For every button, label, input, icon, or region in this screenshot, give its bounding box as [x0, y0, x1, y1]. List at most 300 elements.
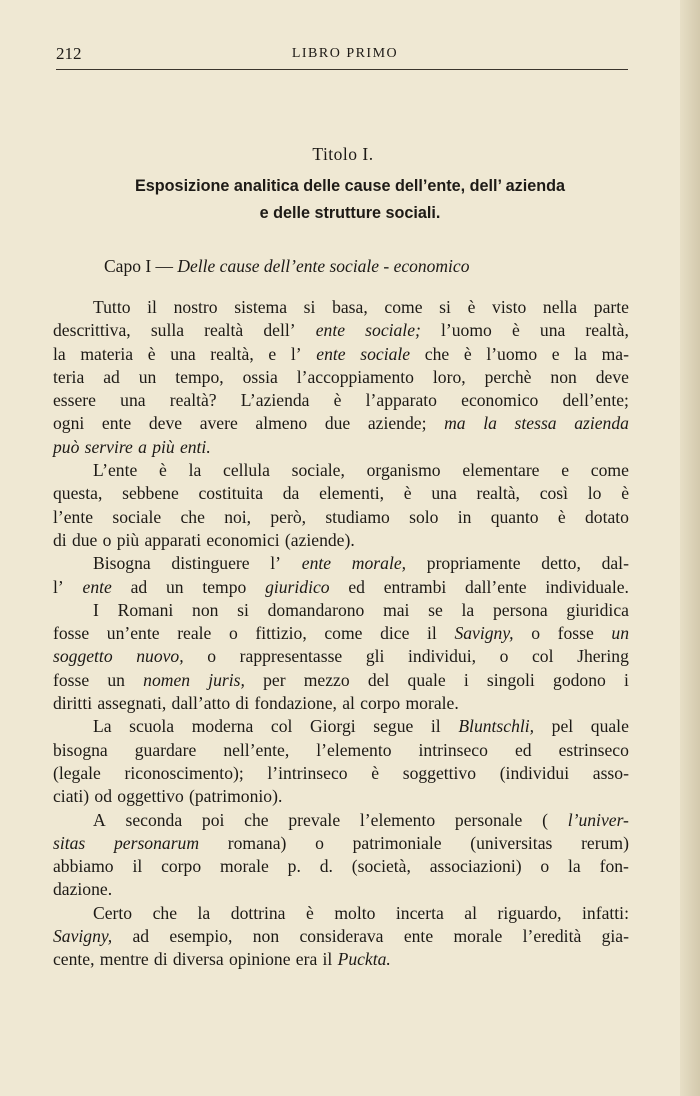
- section-heading-line: e delle strutture sociali.: [259, 204, 441, 222]
- word: (società,: [351, 856, 411, 877]
- text-line: [53, 809, 629, 832]
- word: oggettivo: [117, 786, 184, 807]
- text-line: [53, 925, 629, 948]
- word: singoli: [486, 669, 535, 690]
- italic-word: la: [483, 413, 497, 434]
- word: riguardo,: [497, 902, 562, 923]
- word: associazioni): [429, 856, 522, 877]
- word: apparati: [144, 529, 202, 550]
- word: non: [550, 366, 577, 387]
- italic-word: servire: [84, 436, 133, 457]
- word: morale: [453, 926, 503, 947]
- word: la: [197, 902, 211, 923]
- word: nella: [542, 297, 578, 317]
- text-line: [53, 459, 629, 482]
- word: realtà: [204, 320, 244, 341]
- word: più: [116, 529, 140, 550]
- word: guardare: [134, 739, 197, 760]
- word: distinguere: [171, 553, 250, 574]
- word: al: [342, 693, 355, 714]
- text-line: [53, 622, 629, 645]
- word: deve: [595, 366, 629, 387]
- word: che: [152, 902, 178, 923]
- word: materia: [80, 343, 134, 364]
- word: è: [621, 483, 629, 504]
- word: rappresentasse: [239, 646, 343, 667]
- word: elementare: [462, 460, 540, 481]
- word: è: [467, 297, 476, 317]
- word: assegnati,: [97, 693, 167, 714]
- text-line: [53, 692, 629, 715]
- italic-word: personarum: [114, 832, 200, 853]
- word: da: [282, 483, 300, 504]
- word: visto: [492, 297, 527, 317]
- word: romana): [227, 832, 287, 853]
- word: l’intrinseco: [267, 762, 348, 783]
- word: sociale: [112, 506, 162, 527]
- word: se: [428, 599, 443, 620]
- section-title: Titolo I.: [312, 144, 374, 164]
- word: descrittiva,: [53, 320, 131, 341]
- word: fittizio,: [255, 623, 307, 644]
- word: La: [93, 716, 112, 737]
- word: o: [315, 832, 324, 853]
- word: ente: [403, 926, 434, 947]
- word: realtà,: [476, 483, 520, 504]
- word: così: [539, 483, 569, 504]
- word: molto: [334, 902, 376, 923]
- word: esempio,: [169, 926, 233, 947]
- word: una: [170, 343, 196, 364]
- text-line: [53, 599, 629, 622]
- word: il: [147, 297, 157, 317]
- word: ogni: [53, 413, 85, 434]
- word: entrambi: [383, 576, 447, 597]
- word: fosse: [53, 623, 90, 644]
- word: il: [132, 856, 143, 877]
- word: diversa: [172, 949, 224, 970]
- text-line: [53, 785, 629, 808]
- italic-word: soggetto: [53, 646, 113, 667]
- word: però,: [270, 506, 307, 527]
- text-line: [53, 739, 629, 762]
- word: intrinseco: [418, 739, 488, 760]
- word: la: [461, 599, 475, 620]
- italic-word: a: [138, 436, 147, 457]
- italic-word: nuovo,: [136, 646, 184, 667]
- word: di: [235, 693, 250, 714]
- text-line: [53, 762, 629, 785]
- word: realtà,: [210, 343, 254, 364]
- word: i: [463, 669, 469, 690]
- word: bisogna: [53, 739, 108, 760]
- word: od: [94, 786, 113, 807]
- word: l’uomo: [441, 320, 492, 341]
- word: i: [623, 669, 629, 690]
- word: o: [531, 623, 540, 644]
- text-line: [53, 576, 629, 599]
- text-line: [53, 343, 629, 366]
- word: morale: [219, 856, 269, 877]
- word: perchè: [484, 366, 532, 387]
- word: Bisogna: [93, 553, 151, 574]
- word: dal-: [601, 553, 629, 574]
- word: un: [107, 669, 125, 690]
- word: individui,: [408, 646, 476, 667]
- word: sebbene: [122, 483, 179, 504]
- word: teria: [53, 366, 85, 387]
- text-line: [53, 366, 629, 389]
- word: Romani: [117, 599, 174, 620]
- word: l’uomo: [486, 343, 538, 364]
- word: l’: [270, 553, 282, 574]
- italic-word: l’univer-: [567, 809, 629, 830]
- word: patrimoniale: [352, 832, 442, 853]
- word: e: [551, 343, 560, 364]
- word: avere: [199, 413, 238, 434]
- word: di: [53, 529, 67, 550]
- word: soggettivo: [402, 762, 477, 783]
- word: L’ente: [93, 460, 138, 481]
- word: per: [263, 669, 286, 690]
- text-line: [53, 436, 629, 459]
- word: l’apparato: [365, 390, 437, 411]
- word: giuridica: [566, 599, 629, 620]
- text-line: [53, 715, 629, 738]
- word: economico: [461, 390, 539, 411]
- word: noi,: [224, 506, 252, 527]
- word: ma-: [601, 343, 629, 364]
- word: ciati): [53, 786, 90, 807]
- word: estrinseco: [558, 739, 629, 760]
- word: (aziende).: [284, 529, 355, 550]
- italic-word: Savigny,: [454, 623, 514, 644]
- word: col: [532, 646, 554, 667]
- word: una: [431, 483, 457, 504]
- word: nell’ente,: [223, 739, 290, 760]
- word: si: [439, 297, 451, 317]
- word: tempo: [202, 576, 247, 597]
- word: Tutto: [93, 297, 131, 317]
- word: la: [574, 343, 587, 364]
- word: come: [324, 623, 363, 644]
- chapter-heading: [104, 256, 469, 277]
- word: basa,: [332, 297, 368, 317]
- word: il: [427, 623, 437, 644]
- word: questa,: [53, 483, 103, 504]
- word: la: [188, 460, 202, 481]
- word: un: [138, 366, 157, 387]
- word: è: [306, 902, 314, 923]
- italic-word: ente: [316, 343, 346, 364]
- word: un’ente: [106, 623, 160, 644]
- word: o: [229, 623, 238, 644]
- italic-word: sociale;: [365, 320, 421, 341]
- section-heading-line: Esposizione analitica delle cause dell’ente, dell’ azienda: [134, 177, 566, 195]
- word: la: [53, 343, 66, 364]
- word: segue: [373, 716, 414, 737]
- word: persona: [492, 599, 548, 620]
- italic-word: juris,: [208, 669, 245, 690]
- italic-word: Bluntschli,: [458, 716, 535, 737]
- word: loro,: [432, 366, 466, 387]
- word: l’eredità: [522, 926, 582, 947]
- word: considerava: [299, 926, 384, 947]
- word: detto,: [541, 553, 581, 574]
- word: dell’: [263, 320, 296, 341]
- text-line: [53, 529, 629, 552]
- word: è: [147, 343, 156, 364]
- word: gia-: [601, 926, 629, 947]
- text-line: [53, 319, 629, 342]
- word: due: [324, 413, 351, 434]
- word: opinione: [228, 949, 291, 970]
- word: dotato: [584, 506, 629, 527]
- word: dottrina: [230, 902, 286, 923]
- word: il: [430, 716, 441, 737]
- word: ad: [103, 366, 120, 387]
- word: economici: [206, 529, 280, 550]
- word: A: [93, 809, 106, 830]
- word: fosse: [557, 623, 594, 644]
- word: corpo: [161, 856, 202, 877]
- word: un: [165, 576, 184, 597]
- word: col: [270, 716, 293, 737]
- italic-word: Puckta.: [337, 949, 391, 970]
- word: è: [371, 762, 380, 783]
- word: quale: [590, 716, 629, 737]
- word: d.: [319, 856, 333, 877]
- italic-word: ente: [82, 576, 112, 597]
- word: domandarono: [267, 599, 365, 620]
- chapter-label: Capo I: [104, 256, 152, 276]
- word: è: [557, 506, 566, 527]
- word: è: [463, 343, 472, 364]
- word: Certo: [93, 902, 133, 923]
- word: pel: [551, 716, 574, 737]
- word: quale: [407, 669, 446, 690]
- word: studiamo: [325, 506, 390, 527]
- word: il: [322, 949, 333, 970]
- word: mai: [383, 599, 410, 620]
- italic-word: può: [53, 436, 80, 457]
- word: che: [244, 809, 269, 830]
- text-line: [53, 506, 629, 529]
- word: fondazione,: [254, 693, 337, 714]
- header-rule: [56, 69, 628, 70]
- word: realtà,: [585, 320, 629, 341]
- word: L’azienda: [240, 390, 310, 411]
- word: del: [367, 669, 390, 690]
- word: o: [207, 646, 217, 667]
- word: parte: [593, 297, 629, 317]
- word: quanto: [490, 506, 539, 527]
- text-line: [53, 482, 629, 505]
- word: e: [561, 460, 570, 481]
- word: (patrimonio).: [189, 786, 283, 807]
- word: almeno: [255, 413, 308, 434]
- word: ad: [132, 926, 150, 947]
- word: realtà?: [169, 390, 217, 411]
- word: seconda: [125, 809, 183, 830]
- italic-word: sitas: [53, 832, 86, 853]
- word: ed: [348, 576, 365, 597]
- word: mezzo: [303, 669, 350, 690]
- word: morale.: [405, 693, 459, 714]
- word: abbiamo: [53, 856, 114, 877]
- word: dall’atto: [171, 693, 231, 714]
- word: si: [237, 599, 249, 620]
- word: reale: [177, 623, 212, 644]
- italic-word: azienda: [574, 413, 629, 434]
- word: è: [333, 390, 342, 411]
- word: individuale.: [545, 576, 629, 597]
- word: è: [159, 460, 167, 481]
- italic-word: Savigny,: [53, 926, 113, 947]
- italic-word: enti.: [179, 436, 211, 457]
- word: fon-: [599, 856, 629, 877]
- page-number: 212: [56, 44, 82, 63]
- word: l’elemento: [316, 739, 392, 760]
- word: che: [180, 506, 205, 527]
- word: moderna: [191, 716, 254, 737]
- word: in: [457, 506, 472, 527]
- text-line: [53, 552, 629, 575]
- word: lo: [587, 483, 602, 504]
- text-line: [53, 412, 629, 435]
- word: aziende;: [367, 413, 427, 434]
- word: mentre: [99, 949, 149, 970]
- text-line: [53, 948, 629, 971]
- word: organismo: [366, 460, 441, 481]
- word: la: [568, 856, 581, 877]
- word: essere: [53, 390, 96, 411]
- word: l’ente: [53, 506, 94, 527]
- italic-word: nomen: [143, 669, 191, 690]
- word: tempo,: [175, 366, 224, 387]
- word: scuola: [129, 716, 175, 737]
- word: due: [71, 529, 98, 550]
- word: gli: [365, 646, 385, 667]
- word: l’accoppiamento: [296, 366, 414, 387]
- word: asso-: [592, 762, 629, 783]
- word: (individui: [499, 762, 570, 783]
- word: l’: [53, 576, 64, 597]
- word: sociale,: [291, 460, 345, 481]
- word: (universitas: [470, 832, 553, 853]
- word: si: [303, 297, 316, 317]
- word: che: [424, 343, 450, 364]
- word: corpo: [360, 693, 401, 714]
- word: Jhering: [577, 646, 629, 667]
- word: elementi,: [319, 483, 385, 504]
- word: come: [590, 460, 629, 481]
- word: è: [511, 320, 520, 341]
- word: o: [499, 646, 509, 667]
- word: una: [120, 390, 146, 411]
- word: o: [102, 529, 112, 550]
- body-text: [53, 296, 629, 972]
- word: rerum): [581, 832, 629, 853]
- italic-word: ente: [301, 553, 332, 574]
- text-line: [53, 296, 629, 319]
- word: era: [295, 949, 318, 970]
- section-heading: [60, 173, 640, 227]
- word: dall’ente: [465, 576, 527, 597]
- word: dazione.: [53, 879, 113, 900]
- word: nostro: [173, 297, 218, 317]
- italic-word: ma: [444, 413, 466, 434]
- word: sulla: [150, 320, 185, 341]
- italic-word: sociale: [360, 343, 411, 364]
- word: prevale: [288, 809, 341, 830]
- text-line: [53, 878, 629, 901]
- word: fosse: [53, 669, 90, 690]
- word: (: [542, 809, 548, 830]
- word: solo: [409, 506, 439, 527]
- word: sistema: [234, 297, 288, 317]
- word: personale: [454, 809, 523, 830]
- word: ossia: [242, 366, 278, 387]
- word: non: [192, 599, 219, 620]
- italic-word: giuridico: [265, 576, 330, 597]
- word: p.: [287, 856, 301, 877]
- running-head: LIBRO PRIMO: [291, 46, 399, 61]
- word: costituita: [198, 483, 263, 504]
- word: (legale: [53, 762, 101, 783]
- text-line: [53, 389, 629, 412]
- italic-word: stessa: [514, 413, 557, 434]
- text-line: [53, 645, 629, 668]
- italic-word: ente: [315, 320, 346, 341]
- word: ente: [101, 413, 132, 434]
- word: è: [403, 483, 412, 504]
- word: riconoscimento);: [124, 762, 244, 783]
- word: deve: [148, 413, 183, 434]
- word: Giorgi: [310, 716, 356, 737]
- italic-word: un: [611, 623, 629, 644]
- word: propriamente: [426, 553, 521, 574]
- italic-word: più: [152, 436, 175, 457]
- word: ed: [514, 739, 532, 760]
- word: I: [93, 599, 99, 620]
- word: poi: [201, 809, 225, 830]
- word: godono: [553, 669, 606, 690]
- word: l’: [290, 343, 302, 364]
- word: dell’ente;: [562, 390, 629, 411]
- word: cente,: [53, 949, 95, 970]
- text-line: [53, 669, 629, 692]
- italic-word: morale,: [351, 553, 407, 574]
- word: o: [540, 856, 550, 877]
- word: cellula: [223, 460, 270, 481]
- word: non: [252, 926, 280, 947]
- word: come: [384, 297, 423, 317]
- word: al: [464, 902, 477, 923]
- chapter-dash: —: [155, 256, 174, 276]
- word: dice: [380, 623, 410, 644]
- word: una: [539, 320, 566, 341]
- text-line: [53, 855, 629, 878]
- chapter-title: Delle cause dell’ente sociale - economico: [177, 256, 470, 276]
- word: incerta: [395, 902, 444, 923]
- word: di: [153, 949, 168, 970]
- word: diritti: [53, 693, 93, 714]
- word: infatti:: [582, 902, 629, 923]
- word: ad: [130, 576, 148, 597]
- word: l’elemento: [359, 809, 436, 830]
- text-line: [53, 902, 629, 925]
